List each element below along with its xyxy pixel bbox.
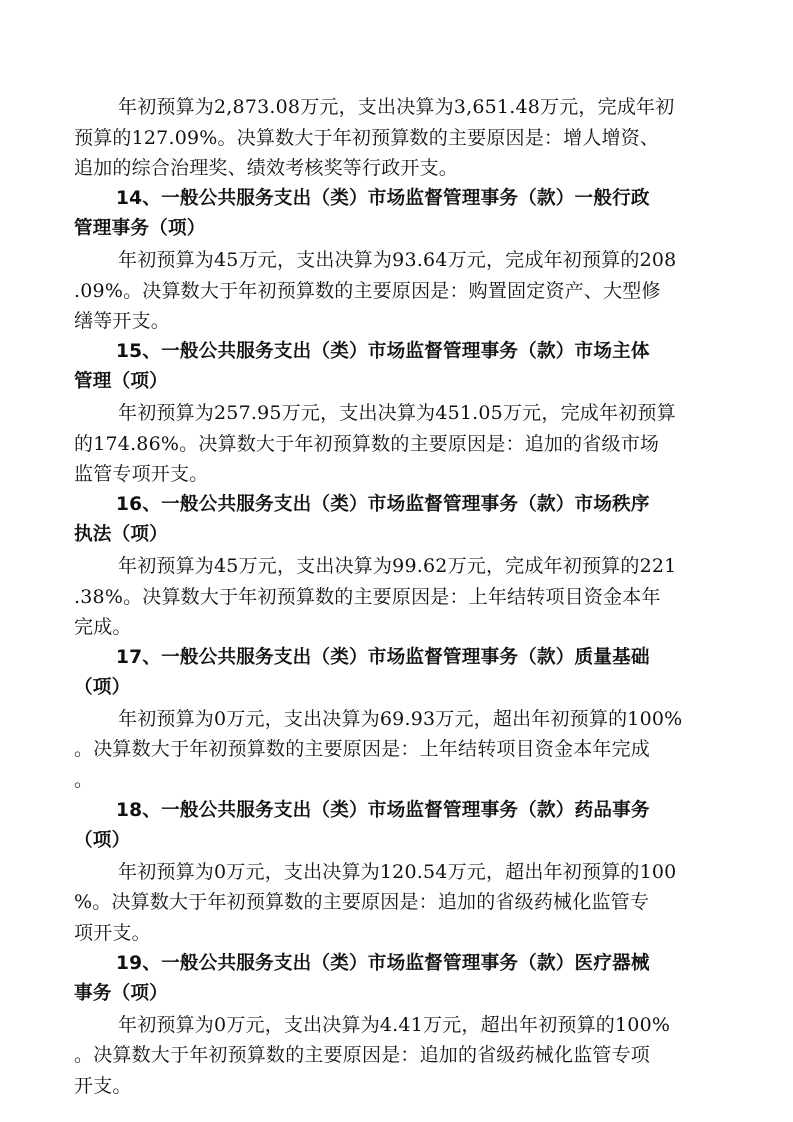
section-heading-line: （项） [74, 677, 131, 699]
paragraph-line: 年初预算为0万元，支出决算为4.41万元，超出年初预算的100% [118, 1013, 671, 1036]
section-heading-line: 18、一般公共服务支出（类）市场监督管理事务（款）药品事务 [116, 799, 650, 821]
paragraph-line: 的174.86%。决算数大于年初预算数的主要原因是：追加的省级市场 [74, 432, 660, 455]
paragraph-line: 完成。 [74, 616, 132, 639]
section-heading-line: 14、一般公共服务支出（类）市场监督管理事务（款）一般行政 [116, 187, 650, 209]
paragraph-line: 。决算数大于年初预算数的主要原因是：上年结转项目资金本年完成 [74, 738, 651, 761]
paragraph-line: 。 [74, 769, 94, 792]
section-heading-line: 16、一般公共服务支出（类）市场监督管理事务（款）市场秩序 [116, 493, 650, 515]
section-heading-line: （项） [74, 830, 131, 852]
document-page [74, 92, 714, 1102]
paragraph-line: 年初预算为257.95万元，支出决算为451.05万元，完成年初预算 [118, 401, 676, 424]
paragraph-line: .38%。决算数大于年初预算数的主要原因是：上年结转项目资金本年 [74, 585, 661, 608]
paragraph-line: 年初预算为2,873.08万元，支出决算为3,651.48万元，完成年初 [118, 96, 675, 118]
paragraph-line: 监管专项开支。 [74, 463, 209, 486]
paragraph-line: 缮等开支。 [74, 310, 171, 333]
paragraph-line: 预算的127.09%。决算数大于年初预算数的主要原因是：增人增资、 [74, 126, 660, 149]
section-heading-line: 15、一般公共服务支出（类）市场监督管理事务（款）市场主体 [116, 340, 650, 362]
section-heading-line: 19、一般公共服务支出（类）市场监督管理事务（款）医疗器械 [116, 952, 650, 974]
paragraph-line: 年初预算为45万元，支出决算为93.64万元，完成年初预算的208 [118, 248, 677, 271]
section-heading-line: 管理事务（项） [74, 218, 206, 240]
paragraph-line: 。决算数大于年初预算数的主要原因是：追加的省级药械化监管专项 [74, 1044, 651, 1067]
paragraph-line: .09%。决算数大于年初预算数的主要原因是：购置固定资产、大型修 [74, 279, 661, 302]
paragraph-line: 项开支。 [74, 922, 151, 945]
paragraph-line: 追加的综合治理奖、绩效考核奖等行政开支。 [74, 157, 459, 180]
section-heading-line: 17、一般公共服务支出（类）市场监督管理事务（款）质量基础 [116, 646, 650, 668]
paragraph-line: 年初预算为0万元，支出决算为120.54万元，超出年初预算的100 [118, 860, 677, 883]
paragraph-line: 年初预算为0万元，支出决算为69.93万元，超出年初预算的100% [118, 707, 683, 730]
paragraph-line: 开支。 [74, 1075, 132, 1097]
section-heading-line: 管理（项） [74, 371, 168, 393]
paragraph-line: 年初预算为45万元，支出决算为99.62万元，完成年初预算的221 [118, 554, 677, 577]
paragraph-line: %。决算数大于年初预算数的主要原因是：追加的省级药械化监管专 [74, 891, 650, 914]
section-heading-line: 事务（项） [74, 983, 168, 1005]
section-heading-line: 执法（项） [74, 524, 168, 546]
